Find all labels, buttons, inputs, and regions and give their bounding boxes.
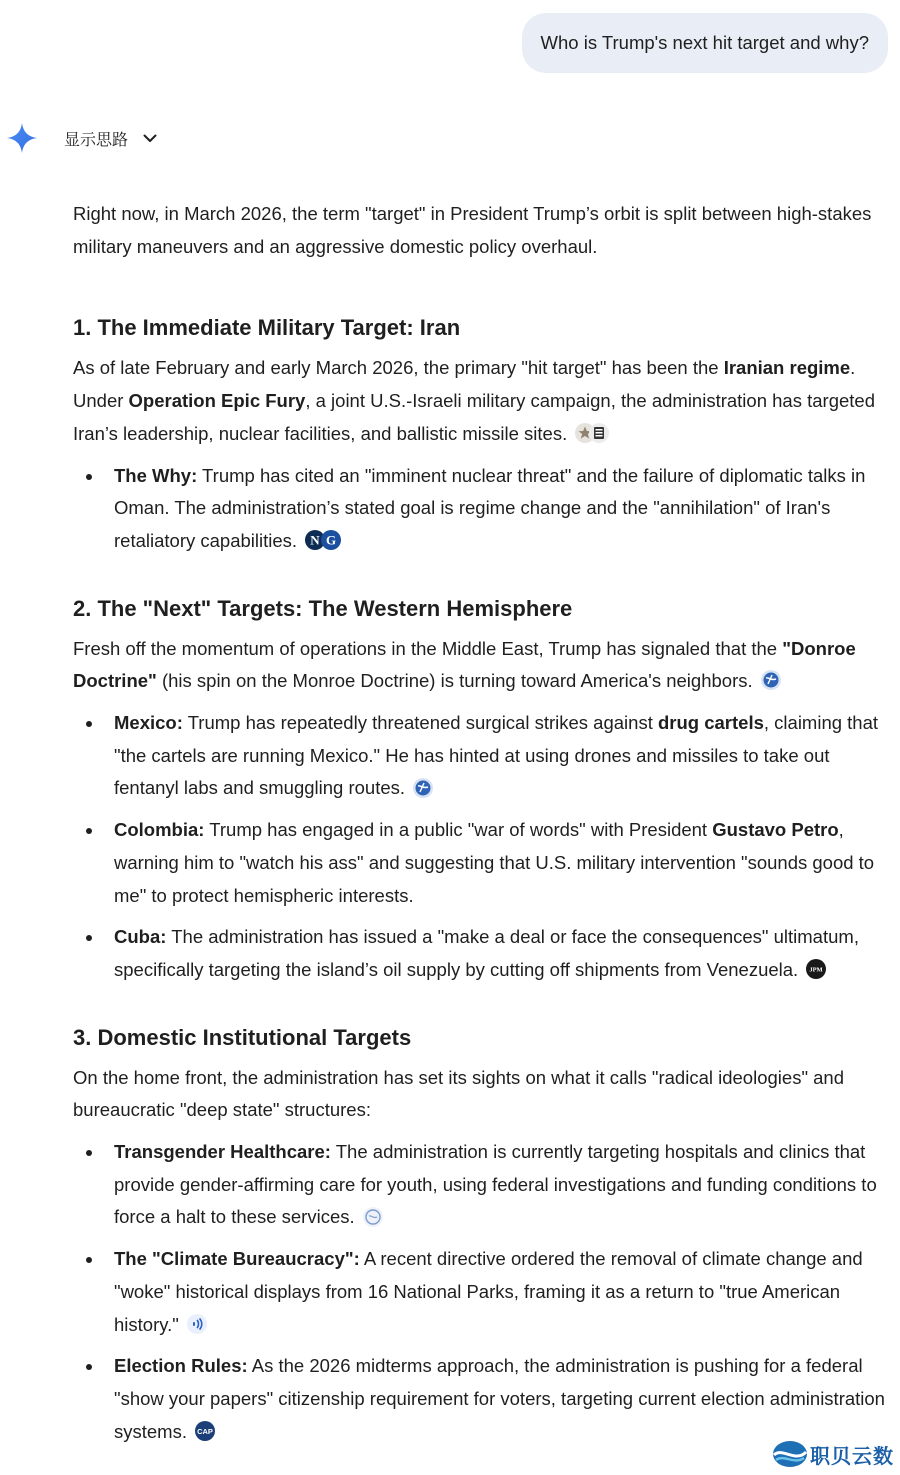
section-3-paragraph: On the home front, the administration has set its sights on what it calls "radical ideologies" and bureaucratic "deep state" structures:: [73, 1066, 845, 1121]
response-body: [73, 198, 885, 1457]
show-thinking-toggle[interactable]: 显示思路: [64, 131, 129, 149]
list-item: The Why: Trump has cited an "imminent nuclear threat" and the failure of diplomatic talks in Oman. The administration’s stated goal is regime change and the "annihilation" of Iran's retaliatory capabilities. N G: [73, 460, 885, 558]
list-item: Colombia: Trump has engaged in a public "war of words" with President Gustavo Petro, warning him to "watch his ass" and suggesting that U.S. military intervention "sounds good to me" to protect hemispheric interests.: [73, 814, 885, 912]
watermark-logo-icon: [772, 1439, 808, 1469]
section-3-bullets: [73, 1136, 885, 1448]
source-chip-icon[interactable]: [574, 422, 610, 444]
section-1-bullets: [73, 460, 885, 558]
svg-text:JPM: JPM: [809, 966, 823, 974]
list-item: Mexico: Trump has repeatedly threatened surgical strikes against drug cartels, claiming that "the cartels are running Mexico." He has hinted at using drones and missiles to take out fentanyl labs and smuggling routes.: [73, 707, 885, 805]
section-2-heading: 2. The "Next" Targets: The Western Hemisphere: [73, 595, 573, 621]
watermark-text: 职贝云数: [810, 1445, 894, 1468]
source-chip-icon[interactable]: [362, 1206, 384, 1228]
section-2-bullets: [73, 707, 885, 987]
list-item: Transgender Healthcare: The administration is currently targeting hospitals and clinics that provide gender-affirming care for youth, using federal investigations and funding conditions to force a halt to these services.: [73, 1136, 885, 1234]
section-1-paragraph: As of late February and early March 2026, the primary "hit target" has been the Iranian regime. Under Operation Epic Fury, a joint U.S.-Israeli military campaign, the administration has targeted Iran’s leadership, nuclear facilities, and ballistic missile sites.: [73, 357, 875, 444]
user-message-text: Who is Trump's next hit target and why?: [540, 32, 869, 53]
source-chip-icon[interactable]: [194, 1420, 216, 1442]
svg-text:G: G: [325, 532, 337, 548]
intro-paragraph: Right now, in March 2026, the term "target" in President Trump’s orbit is split between high-stakes military maneuvers and an aggressive domestic policy overhaul.: [73, 203, 872, 257]
svg-text:N: N: [310, 532, 320, 548]
chevron-down-icon[interactable]: [142, 130, 158, 146]
source-chip-icon[interactable]: [412, 777, 434, 799]
list-item: The "Climate Bureaucracy": A recent directive ordered the removal of climate change and "woke" historical displays from 16 National Parks, framing it as a return to "true American history.": [73, 1243, 885, 1341]
svg-text:CAP: CAP: [197, 1426, 213, 1436]
section-2-paragraph: Fresh off the momentum of operations in the Middle East, Trump has signaled that the "Donroe Doctrine" (his spin on the Monroe Doctrine) is turning toward America's neighbors.: [73, 637, 856, 692]
list-item: Election Rules: As the 2026 midterms approach, the administration is pushing for a federal "show your papers" citizenship requirement for voters, targeting current election administration systems. CAP: [73, 1350, 885, 1448]
source-chip-icon[interactable]: [805, 958, 827, 980]
section-3-heading: 3. Domestic Institutional Targets: [73, 1024, 412, 1050]
source-chip-icon[interactable]: [760, 669, 782, 691]
watermark: [772, 1439, 894, 1469]
source-chip-icon[interactable]: [304, 529, 342, 551]
user-message-bubble: [522, 13, 888, 73]
response-header: [6, 122, 158, 154]
section-1-heading: 1. The Immediate Military Target: Iran: [73, 315, 461, 341]
list-item: Cuba: The administration has issued a "make a deal or face the consequences" ultimatum, specifically targeting the island’s oil supply by cutting off shipments from Venezuela. JPM: [73, 921, 885, 986]
gemini-sparkle-icon: [6, 122, 38, 154]
source-chip-icon[interactable]: [186, 1313, 208, 1335]
